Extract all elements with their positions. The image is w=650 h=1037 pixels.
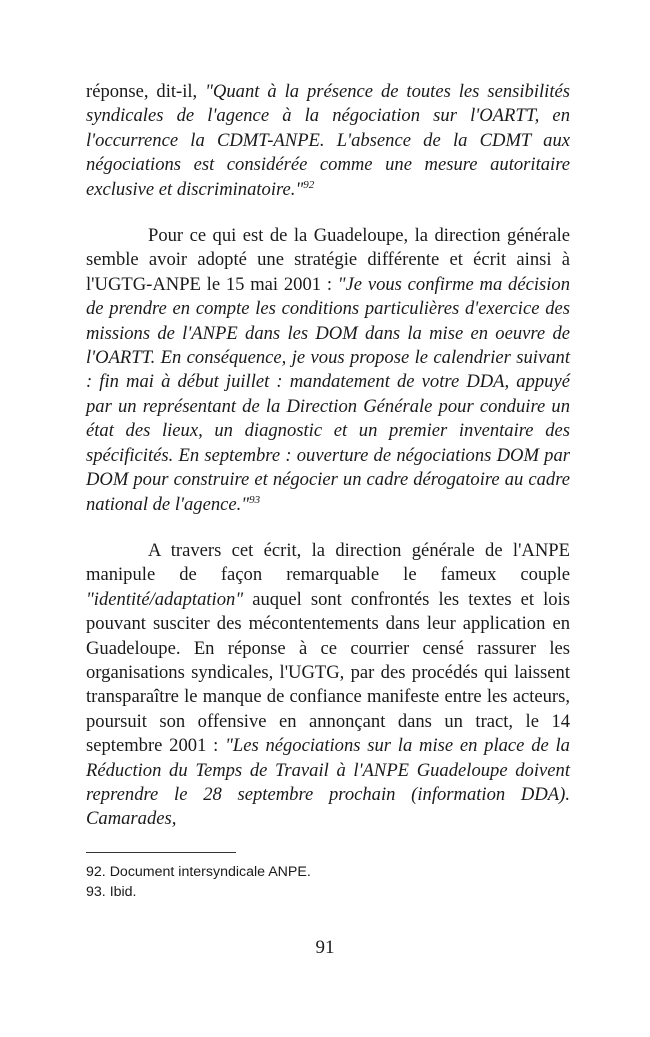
paragraph-1 — [86, 80, 570, 202]
paragraph-3-term: "identité/adaptation" — [86, 588, 244, 610]
footnote-text: Ibid. — [109, 884, 137, 900]
paragraph-2-quote: "Je vous confirme ma décision de prendre en compte les conditions particulières d'exercice des missions de l'ANPE dans les DOM dans la mise en oeuvre de l'OARTT. En conséquence, je vous propose le calendrier suivant : fin mai à début juillet : mandatement de votre DDA, appuyé par un représentant de la Direction Générale pour conduire un état des lieux, un diagnostic et un premier inventaire des spécificités. En septembre : ouverture de négociations DOM par DOM pour construire et négocier un cadre dérogatoire au cadre national de l'agence." — [86, 273, 570, 515]
footnote-ref-93[interactable]: 93 — [249, 493, 261, 506]
paragraph-2-lead: Pour ce qui est de la Guadeloupe, la direction générale semble avoir adopté une stratégie différente et écrit ainsi à l'UGTG-ANPE le 15 mai 2001 : — [86, 225, 570, 295]
footnote-number: 93. — [86, 884, 106, 900]
footnotes — [86, 862, 570, 902]
paragraph-3 — [86, 539, 570, 832]
paragraph-3-middle: auquel sont confrontés les textes et lois pouvant susciter des mécontentements dans leur application en Guadeloupe. En réponse à ce courrier censé rassurer les organisations syndicales, l'UGTG, par des procédés qui laissent transparaître le manque de confiance manifeste entre les acteurs, poursuit son offensive en annonçant dans un tract, le 14 septembre 2001 : — [86, 588, 570, 757]
paragraph-3-quote: "Les négociations sur la mise en place de la Réduction du Temps de Travail à l'ANPE Guadeloupe doivent reprendre le 28 septembre prochain (information DDA). Camarades, — [86, 735, 570, 830]
footnote-divider — [86, 852, 236, 853]
page-number: 91 — [315, 937, 335, 958]
footnote-number: 92. — [86, 864, 106, 880]
paragraph-3-lead: A travers cet écrit, la direction générale de l'ANPE manipule de façon remarquable le fameux couple — [86, 539, 570, 586]
footnote-93 — [86, 882, 570, 902]
paragraph-2 — [86, 224, 570, 517]
paragraph-1-lead: réponse, dit-il, — [86, 81, 206, 102]
footnote-text: Document intersyndicale ANPE. — [109, 864, 311, 880]
paragraph-1-quote: "Quant à la présence de toutes les sensibilités syndicales de l'agence à la négociation sur l'OARTT, en l'occurrence la CDMT-ANPE. L'absence de la CDMT aux négociations est considérée comme une mesure autoritaire exclusive et discriminatoire." — [86, 81, 570, 200]
page-body — [86, 80, 570, 832]
footnote-ref-92[interactable]: 92 — [303, 178, 315, 191]
footnote-92 — [86, 862, 570, 882]
